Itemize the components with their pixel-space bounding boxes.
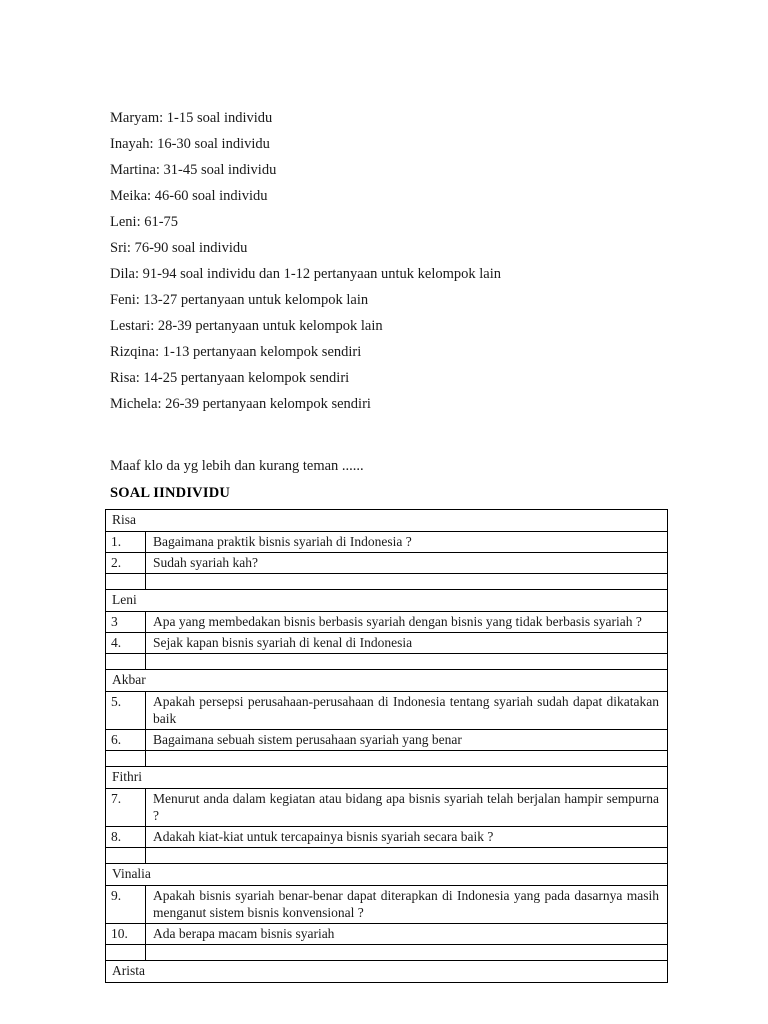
assignment-line: Sri: 76-90 soal individu xyxy=(110,240,248,256)
question-row xyxy=(106,692,668,730)
spacer-number-cell xyxy=(106,574,146,590)
spacer-row xyxy=(106,574,668,590)
questions-table-body xyxy=(106,510,668,983)
question-row xyxy=(106,612,668,633)
question-number: 5. xyxy=(106,692,146,730)
question-text: Sejak kapan bisnis syariah di kenal di Indonesia xyxy=(146,633,668,654)
assignment-line: Lestari: 28-39 pertanyaan untuk kelompok lain xyxy=(110,318,383,334)
question-number: 7. xyxy=(106,789,146,827)
question-text: Menurut anda dalam kegiatan atau bidang apa bisnis syariah telah berjalan hampir sempurna ? xyxy=(146,789,668,827)
group-name-row xyxy=(106,961,668,983)
question-number: 6. xyxy=(106,730,146,751)
group-name-cell: Arista xyxy=(106,961,668,983)
spacer-text-cell xyxy=(146,751,668,767)
question-number: 8. xyxy=(106,827,146,848)
spacer-row xyxy=(106,751,668,767)
question-text: Apakah persepsi perusahaan-perusahaan di Indonesia tentang syariah sudah dapat dikatakan baik xyxy=(146,692,668,730)
section-heading: SOAL IINDIVIDU xyxy=(110,485,231,501)
question-row xyxy=(106,789,668,827)
group-name-row xyxy=(106,670,668,692)
spacer-text-cell xyxy=(146,848,668,864)
question-number: 10. xyxy=(106,924,146,945)
spacer-number-cell xyxy=(106,945,146,961)
group-name-cell: Akbar xyxy=(106,670,668,692)
assignment-line: Risa: 14-25 pertanyaan kelompok sendiri xyxy=(110,370,350,386)
spacer-number-cell xyxy=(106,654,146,670)
question-number: 4. xyxy=(106,633,146,654)
question-number: 9. xyxy=(106,886,146,924)
question-number: 2. xyxy=(106,553,146,574)
question-text: Ada berapa macam bisnis syariah xyxy=(146,924,668,945)
question-row xyxy=(106,553,668,574)
question-number: 3 xyxy=(106,612,146,633)
question-text: Sudah syariah kah? xyxy=(146,553,668,574)
group-name-row xyxy=(106,767,668,789)
group-name-row xyxy=(106,590,668,612)
group-name-cell: Fithri xyxy=(106,767,668,789)
question-number: 1. xyxy=(106,532,146,553)
assignment-line: Maryam: 1-15 soal individu xyxy=(110,110,273,126)
group-name-cell: Risa xyxy=(106,510,668,532)
spacer-text-cell xyxy=(146,574,668,590)
group-name-cell: Vinalia xyxy=(106,864,668,886)
spacer-text-cell xyxy=(146,945,668,961)
question-text: Apa yang membedakan bisnis berbasis syariah dengan bisnis yang tidak berbasis syariah ? xyxy=(146,612,668,633)
question-text: Adakah kiat-kiat untuk tercapainya bisnis syariah secara baik ? xyxy=(146,827,668,848)
question-text: Apakah bisnis syariah benar-benar dapat diterapkan di Indonesia yang pada dasarnya masih menganut sistem bisnis konvensional ? xyxy=(146,886,668,924)
spacer-row xyxy=(106,654,668,670)
question-row xyxy=(106,633,668,654)
assignment-line: Rizqina: 1-13 pertanyaan kelompok sendiri xyxy=(110,344,362,360)
assignment-line: Michela: 26-39 pertanyaan kelompok sendiri xyxy=(110,396,371,412)
assignment-line: Meika: 46-60 soal individu xyxy=(110,188,268,204)
assignment-line: Dila: 91-94 soal individu dan 1-12 pertanyaan untuk kelompok lain xyxy=(110,266,502,282)
spacer-row xyxy=(106,945,668,961)
assignment-line: Martina: 31-45 soal individu xyxy=(110,162,277,178)
assignment-line: Leni: 61-75 xyxy=(110,214,179,230)
spacer-number-cell xyxy=(106,848,146,864)
assignment-list xyxy=(110,105,670,417)
closing-note: Maaf klo da yg lebih dan kurang teman ...... xyxy=(110,458,364,474)
questions-table xyxy=(105,509,668,983)
assignment-line: Feni: 13-27 pertanyaan untuk kelompok lain xyxy=(110,292,369,308)
question-row xyxy=(106,730,668,751)
question-text: Bagaimana sebuah sistem perusahaan syariah yang benar xyxy=(146,730,668,751)
assignment-line: Inayah: 16-30 soal individu xyxy=(110,136,270,152)
group-name-row xyxy=(106,510,668,532)
group-name-cell: Leni xyxy=(106,590,668,612)
spacer-row xyxy=(106,848,668,864)
question-row xyxy=(106,532,668,553)
question-row xyxy=(106,924,668,945)
spacer-number-cell xyxy=(106,751,146,767)
group-name-row xyxy=(106,864,668,886)
question-row xyxy=(106,827,668,848)
question-text: Bagaimana praktik bisnis syariah di Indonesia ? xyxy=(146,532,668,553)
spacer-text-cell xyxy=(146,654,668,670)
question-row xyxy=(106,886,668,924)
